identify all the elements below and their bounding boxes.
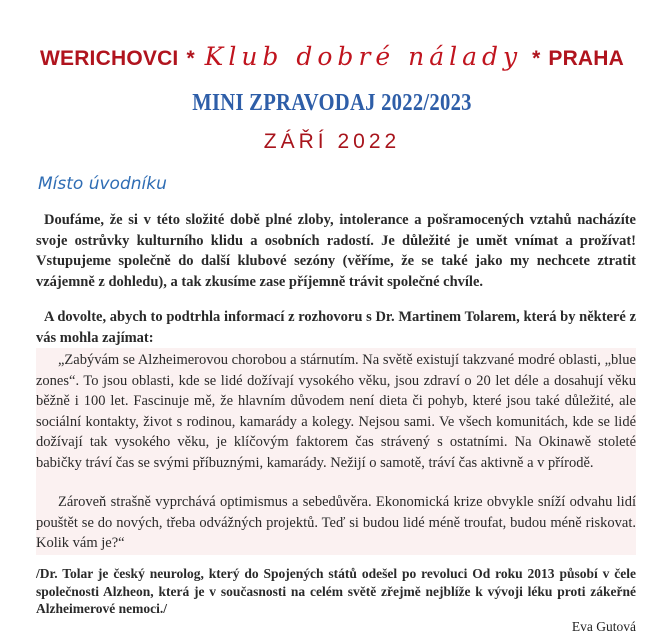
quote-paragraph: Zároveň strašně vyprchává optimismus a sebedůvěra. Ekonomická krize obvykle sníží odvahu lidí pouštět se do nových, třeba odvážných projektů. Teď si budou lidé méně troufat, budou méně riskovat. Kolik vám je?“ (36, 494, 636, 552)
masthead-star-right: * (532, 47, 541, 70)
quote-paragraph: „Zabývám se Alzheimerovou chorobou a stárnutím. Na světě existují takzvané modré oblasti, „blue zones“. To jsou oblasti, kde se lidé dožívají vysokého věku, jsou zdraví o 20 let déle a dosahují věku běžně i 100 let. Fascinuje mě, že hlavním důvodem není dieta či pohyb, které jsou také důležité, ale sociální kontakty, život s rodinou, kamarády a kolegy. Nejsou sami. Ve všech komunitách, kde se lidé dožívají tak vysokého věku, je klíčovým faktorem čas strávený s ostatními. Na Okinawě stoleté babičky tráví čas se svými příbuznými, kamarády. Nežijí o samotě, tráví čas aktivně a v přírodě. (36, 352, 636, 471)
masthead-city: PRAHA (548, 47, 625, 70)
masthead-club-name: WERICHOVCI (39, 47, 179, 70)
author-signature: Eva Gutová (571, 619, 636, 634)
section-heading: Místo úvodníku (38, 174, 167, 194)
masthead-star-left: * (186, 47, 195, 70)
issue-month: ZÁŘÍ 2022 (263, 130, 401, 153)
author-note: /Dr. Tolar je český neurolog, který do Spojených států odešel po revoluci Od roku 2013 působí v čele společnosti Alzheon, která je v současnosti na celém světě zřejmě nejblíže k vývoji léku proti zákeřné Alzheimerové nemoci./ (36, 566, 636, 616)
intro-paragraph: Doufáme, že si v této složité době plné zloby, intolerance a pošramocených vztahů nacházíte svoje ostrůvky kulturního klidu a osobních radostí. Je důležité je umět vnímat a prožívat! Vstupujeme společně do další klubové sezóny (věříme, že se také jako my nechcete ztratit vzájemně z dohledu), a tak zkusíme zase příjemně trávit společné chvíle. (36, 212, 636, 290)
masthead (0, 42, 664, 76)
newsletter-title: MINI ZPRAVODAJ 2022/2023 (192, 90, 472, 116)
masthead-slogan: Klub dobré nálady (204, 42, 523, 71)
lead-in-paragraph: A dovolte, abych to podtrhla informací z rozhovoru s Dr. Martinem Tolarem, která by některé z vás mohla zajímat: (36, 309, 636, 346)
